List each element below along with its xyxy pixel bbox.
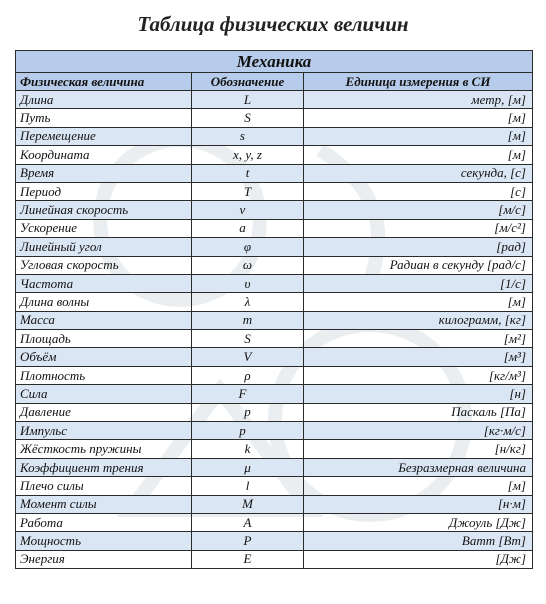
- symbol-cell: L: [192, 91, 304, 109]
- table-row: [16, 348, 533, 366]
- symbol-cell: E: [192, 550, 304, 568]
- table-row: [16, 109, 533, 127]
- quantity-name-cell: Давление: [16, 403, 192, 421]
- quantity-name-cell: Плотность: [16, 366, 192, 384]
- symbol-cell: k: [192, 440, 304, 458]
- unit-cell: метр, [м]: [304, 91, 533, 109]
- unit-cell: Джоуль [Дж]: [304, 513, 533, 531]
- quantity-name-cell: Длина: [16, 91, 192, 109]
- table-row: [16, 513, 533, 531]
- unit-cell: Радиан в секунду [рад/с]: [304, 256, 533, 274]
- unit-cell: [м/с]: [304, 201, 533, 219]
- symbol-cell: T: [192, 182, 304, 200]
- quantity-name-cell: Объём: [16, 348, 192, 366]
- quantity-name-cell: Частота: [16, 274, 192, 292]
- symbol-cell: λ: [192, 293, 304, 311]
- symbol-cell: m: [192, 311, 304, 329]
- quantity-name-cell: Энергия: [16, 550, 192, 568]
- section-header-row: [16, 51, 533, 73]
- unit-cell: [м²]: [304, 330, 533, 348]
- symbol-cell: ρ: [192, 366, 304, 384]
- table-row: [16, 293, 533, 311]
- unit-cell: Ватт [Вт]: [304, 532, 533, 550]
- section-title: Механика: [16, 51, 533, 73]
- quantity-name-cell: Плечо силы: [16, 477, 192, 495]
- unit-cell: [н/кг]: [304, 440, 533, 458]
- quantity-name-cell: Работа: [16, 513, 192, 531]
- unit-cell: [м]: [304, 293, 533, 311]
- column-header-name: Физическая величина: [16, 73, 192, 91]
- unit-cell: [н·м]: [304, 495, 533, 513]
- table-row: [16, 532, 533, 550]
- table-row: [16, 164, 533, 182]
- unit-cell: [м]: [304, 146, 533, 164]
- symbol-cell: x, y, z: [192, 146, 304, 164]
- quantity-name-cell: Коэффициент трения: [16, 458, 192, 476]
- table-row: [16, 330, 533, 348]
- table-row: [16, 495, 533, 513]
- symbol-cell: ω: [192, 256, 304, 274]
- symbol-cell: P: [192, 532, 304, 550]
- quantity-name-cell: Период: [16, 182, 192, 200]
- unit-cell: [кг/м³]: [304, 366, 533, 384]
- unit-cell: [Дж]: [304, 550, 533, 568]
- table-row: [16, 366, 533, 384]
- table-row: [16, 219, 533, 237]
- quantity-name-cell: Момент силы: [16, 495, 192, 513]
- unit-cell: [н]: [304, 385, 533, 403]
- quantity-name-cell: Сила: [16, 385, 192, 403]
- table-row: [16, 550, 533, 568]
- table-body: [16, 91, 533, 569]
- unit-cell: Паскаль [Па]: [304, 403, 533, 421]
- symbol-cell: μ: [192, 458, 304, 476]
- quantity-name-cell: Путь: [16, 109, 192, 127]
- quantity-name-cell: Мощность: [16, 532, 192, 550]
- quantity-name-cell: Угловая скорость: [16, 256, 192, 274]
- unit-cell: секунда, [с]: [304, 164, 533, 182]
- table-row: [16, 403, 533, 421]
- quantity-name-cell: Импульс: [16, 422, 192, 440]
- symbol-cell: A: [192, 513, 304, 531]
- symbol-cell: p⃗: [192, 422, 304, 440]
- table-row: [16, 422, 533, 440]
- unit-cell: [м]: [304, 127, 533, 145]
- unit-cell: [м]: [304, 477, 533, 495]
- symbol-cell: S: [192, 109, 304, 127]
- quantity-name-cell: Ускорение: [16, 219, 192, 237]
- table-row: [16, 127, 533, 145]
- symbol-cell: v⃗: [192, 201, 304, 219]
- unit-cell: [рад]: [304, 238, 533, 256]
- physics-quantities-table: [15, 50, 533, 569]
- table-row: [16, 256, 533, 274]
- table-row: [16, 311, 533, 329]
- column-header-symbol: Обозначение: [192, 73, 304, 91]
- unit-cell: [м³]: [304, 348, 533, 366]
- table-row: [16, 440, 533, 458]
- symbol-cell: t: [192, 164, 304, 182]
- quantity-name-cell: Масса: [16, 311, 192, 329]
- quantity-name-cell: Линейная скорость: [16, 201, 192, 219]
- page-title: Таблица физических величин: [137, 12, 409, 36]
- unit-cell: [м]: [304, 109, 533, 127]
- column-header-unit: Единица измерения в СИ: [304, 73, 533, 91]
- symbol-cell: S: [192, 330, 304, 348]
- column-header-row: [16, 73, 533, 91]
- quantity-name-cell: Жёсткость пружины: [16, 440, 192, 458]
- symbol-cell: l: [192, 477, 304, 495]
- table-row: [16, 238, 533, 256]
- table-row: [16, 385, 533, 403]
- quantity-name-cell: Длина волны: [16, 293, 192, 311]
- quantity-name-cell: Координата: [16, 146, 192, 164]
- quantity-name-cell: Площадь: [16, 330, 192, 348]
- table-row: [16, 146, 533, 164]
- symbol-cell: F⃗: [192, 385, 304, 403]
- unit-cell: [м/с²]: [304, 219, 533, 237]
- table-row: [16, 91, 533, 109]
- table-row: [16, 274, 533, 292]
- quantity-name-cell: Время: [16, 164, 192, 182]
- symbol-cell: υ: [192, 274, 304, 292]
- table-row: [16, 458, 533, 476]
- symbol-cell: φ: [192, 238, 304, 256]
- unit-cell: Безразмерная величина: [304, 458, 533, 476]
- table-row: [16, 477, 533, 495]
- unit-cell: [с]: [304, 182, 533, 200]
- unit-cell: килограмм, [кг]: [304, 311, 533, 329]
- symbol-cell: a⃗: [192, 219, 304, 237]
- quantity-name-cell: Линейный угол: [16, 238, 192, 256]
- symbol-cell: s⃗: [192, 127, 304, 145]
- symbol-cell: p: [192, 403, 304, 421]
- quantity-name-cell: Перемещение: [16, 127, 192, 145]
- unit-cell: [1/с]: [304, 274, 533, 292]
- symbol-cell: M: [192, 495, 304, 513]
- unit-cell: [кг·м/с]: [304, 422, 533, 440]
- table-row: [16, 182, 533, 200]
- table-row: [16, 201, 533, 219]
- symbol-cell: V: [192, 348, 304, 366]
